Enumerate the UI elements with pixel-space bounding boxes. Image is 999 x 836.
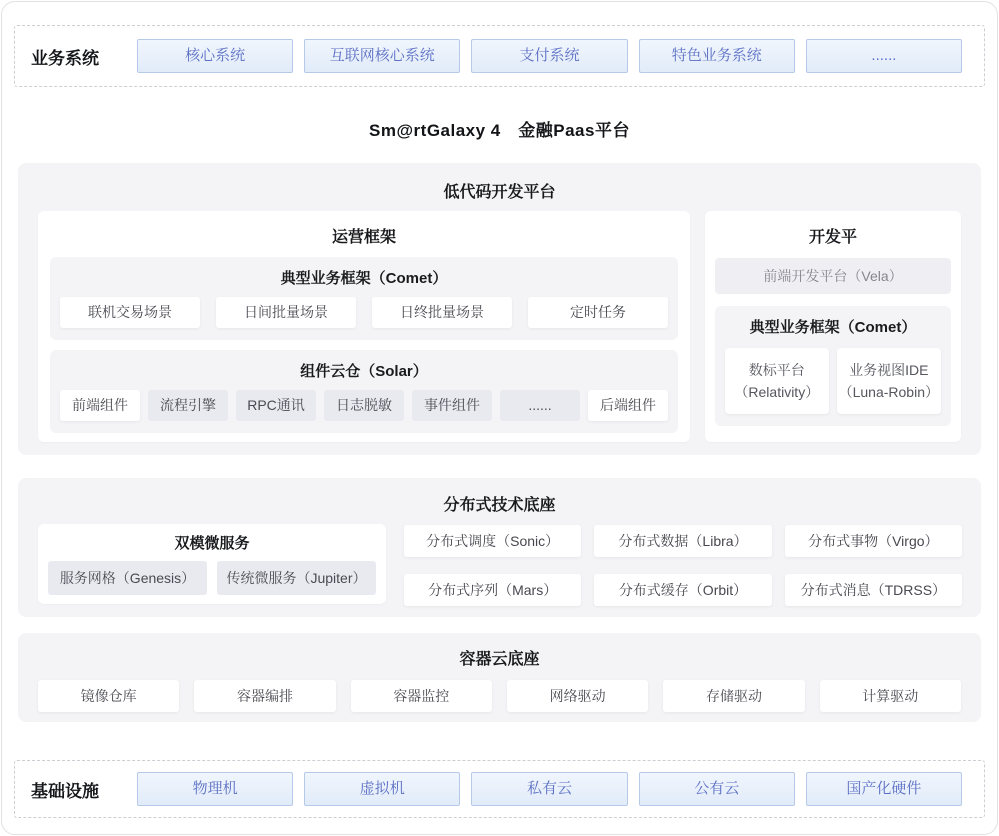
data-indicator-platform-line1: 数标平台 [748,362,805,378]
dual-mode-microservice-card [38,524,386,604]
platform-title: Sm@rtGalaxy 4 金融Paas平台 [369,121,630,140]
operation-framework-title: 运营框架 [331,229,396,246]
business-view-ide-line1: 业务视图IDE [849,362,929,378]
dev-business-framework-panel [715,306,951,426]
container-base-buttons [38,680,961,712]
container-orchestration[interactable]: 容器编排 [194,680,335,712]
scenario-daytime-batch[interactable]: 日间批量场景 [216,297,356,328]
component-rpc[interactable]: RPC通讯 [236,390,316,421]
infrastructure-buttons [137,772,962,806]
business-system-payment[interactable]: 支付系统 [471,39,627,73]
image-registry[interactable]: 镜像仓库 [38,680,179,712]
container-base-panel [18,633,981,722]
scenario-online-trade[interactable]: 联机交易场景 [60,297,200,328]
business-view-ide-line2: （Luna-Robin） [838,384,939,400]
distributed-services-grid [404,525,962,606]
business-framework-comet-title: 典型业务框架（Comet） [280,270,448,287]
business-system-more[interactable]: ...... [806,39,962,73]
dev-platform-card [705,211,961,442]
business-systems-strip [14,25,985,87]
dev-platform-title: 开发平 [808,229,857,246]
distributed-base-panel [18,478,981,617]
business-systems-buttons [137,39,962,73]
distributed-scheduling-sonic[interactable]: 分布式调度（Sonic） [404,525,581,557]
business-system-core[interactable]: 核心系统 [137,39,293,73]
frontend-dev-platform-vela[interactable]: 前端开发平台（Vela） [715,258,951,294]
component-event[interactable]: 事件组件 [412,390,492,421]
component-cloud-solar-title: 组件云仓（Solar） [300,363,428,380]
distributed-transaction-virgo[interactable]: 分布式事物（Virgo） [785,525,962,557]
service-mesh-genesis[interactable]: 服务网格（Genesis） [48,561,207,595]
network-driver[interactable]: 网络驱动 [507,680,648,712]
storage-driver[interactable]: 存储驱动 [663,680,804,712]
domestic-hardware[interactable]: 国产化硬件 [806,772,962,806]
low-code-platform-title: 低代码开发平台 [443,184,556,201]
distributed-data-libra[interactable]: 分布式数据（Libra） [594,525,771,557]
data-indicator-platform-relativity[interactable] [725,348,829,414]
distributed-cache-orbit[interactable]: 分布式缓存（Orbit） [594,574,771,606]
component-cloud-buttons [60,390,668,421]
traditional-microservice-jupiter[interactable]: 传统微服务（Jupiter） [217,561,376,595]
scenario-eod-batch[interactable]: 日终批量场景 [372,297,512,328]
container-monitoring[interactable]: 容器监控 [351,680,492,712]
dual-mode-title: 双模微服务 [174,535,250,552]
dual-mode-buttons [48,561,376,595]
business-framework-comet-panel [50,257,678,340]
container-base-title: 容器云底座 [459,651,540,668]
business-system-internet-core[interactable]: 互联网核心系统 [304,39,460,73]
dev-business-framework-buttons [725,348,941,414]
distributed-sequence-mars[interactable]: 分布式序列（Mars） [404,574,581,606]
public-cloud[interactable]: 公有云 [639,772,795,806]
operation-framework-card [38,211,690,442]
compute-driver[interactable]: 计算驱动 [820,680,961,712]
component-cloud-solar-panel [50,350,678,433]
distributed-message-tdrss[interactable]: 分布式消息（TDRSS） [785,574,962,606]
virtual-machine[interactable]: 虚拟机 [304,772,460,806]
data-indicator-platform-line2: （Relativity） [734,384,820,400]
physical-machine[interactable]: 物理机 [137,772,293,806]
business-systems-label: 业务系统 [31,48,99,68]
component-process-engine[interactable]: 流程引擎 [148,390,228,421]
component-frontend[interactable]: 前端组件 [60,390,140,421]
business-view-ide-luna-robin[interactable] [837,348,941,414]
dev-business-framework-title: 典型业务框架（Comet） [749,319,917,336]
scenario-scheduled-task[interactable]: 定时任务 [528,297,668,328]
business-system-special[interactable]: 特色业务系统 [639,39,795,73]
private-cloud[interactable]: 私有云 [471,772,627,806]
distributed-base-title: 分布式技术底座 [443,497,556,514]
low-code-platform-panel [18,163,981,455]
infrastructure-label: 基础设施 [31,781,99,801]
component-log-masking[interactable]: 日志脱敏 [324,390,404,421]
component-backend[interactable]: 后端组件 [588,390,668,421]
business-framework-buttons [60,297,668,328]
component-more[interactable]: ...... [500,390,580,421]
infrastructure-strip [14,760,985,818]
